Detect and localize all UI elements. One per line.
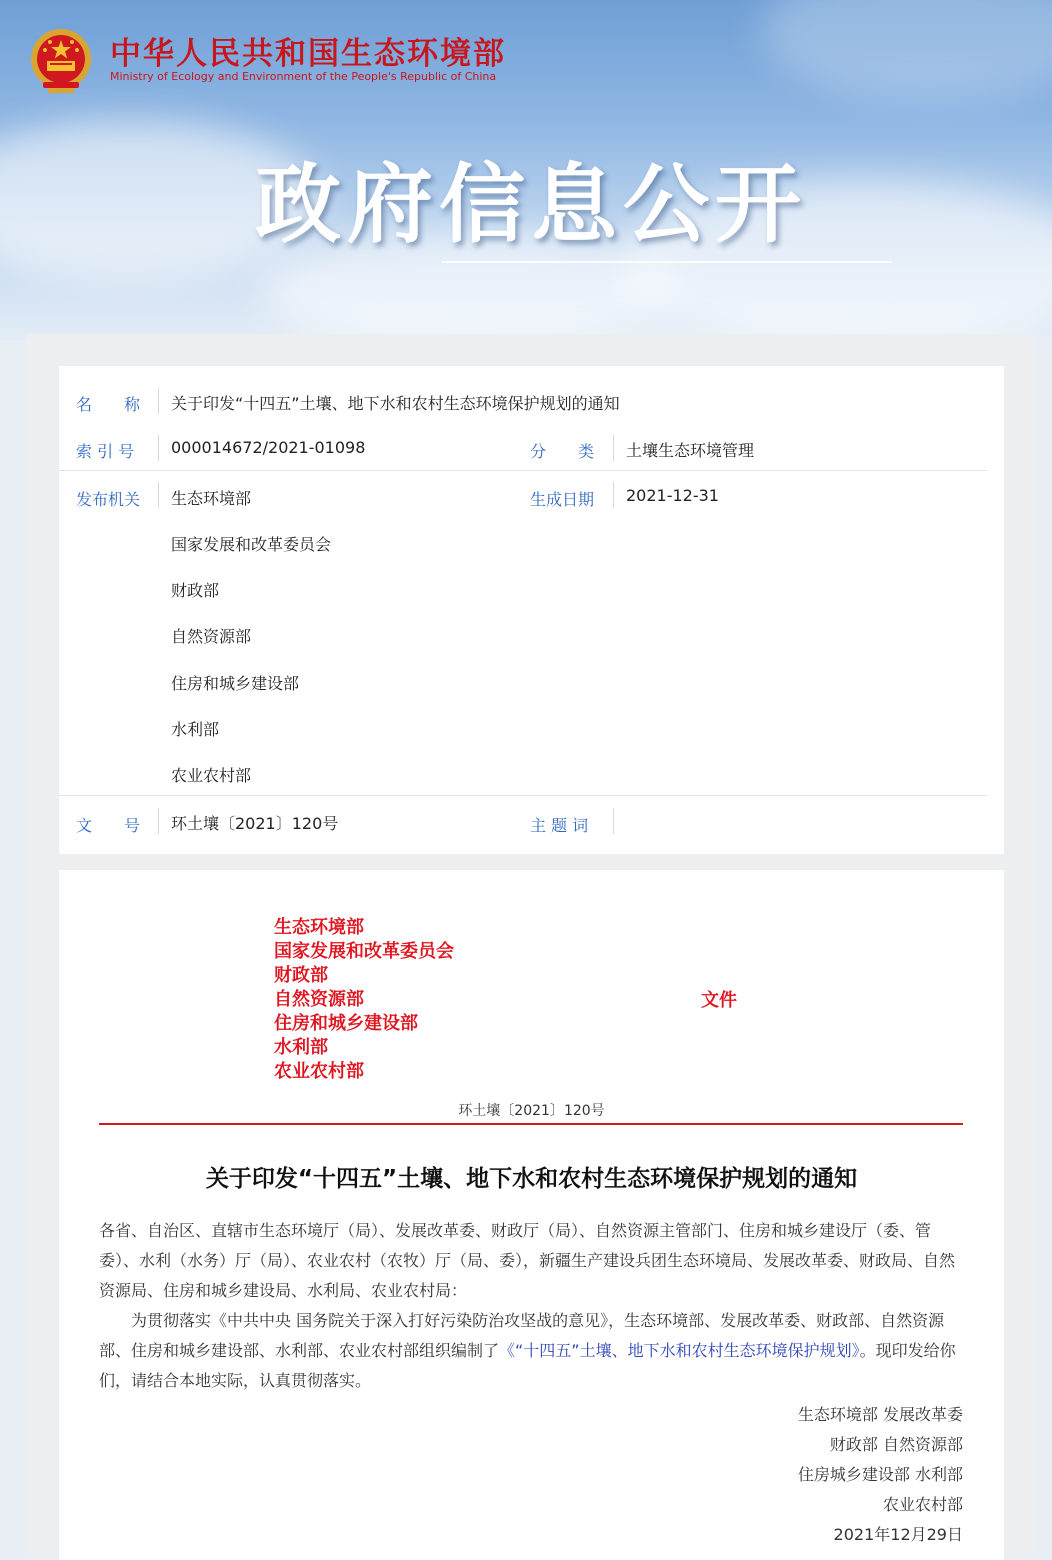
issuer-item: 自然资源部 [171,627,252,646]
name-label: 名 称 [76,395,141,414]
doc-title: 关于印发“十四五”土壤、地下水和农村生态环境保护规划的通知 [205,1166,858,1192]
divider [613,808,614,834]
document-body [59,870,1004,1560]
divider [613,482,614,508]
issuer-label: 发布机关 [76,490,141,509]
divider [158,482,159,508]
signature-line: 住房城乡建设部 水利部 [797,1465,963,1484]
row-divider [59,795,987,796]
paragraph-text: 为贯彻落实《中共中央 国务院关于深入打好污染防治攻坚战的意见》，生态环境部、发展改革委、财政部、自然资源部、住房和城乡建设部、水利部、农业农村部组织编制了 [99,1311,945,1360]
divider [158,388,159,414]
wenjian-mark: 文件 [701,990,737,1011]
addressee: 各省、自治区、直辖市生态环境厅（局）、发展改革委、财政厅（局）、自然资源主管部门、住房和城乡建设厅（委、管委）、水利（水务）厅（局）、农业农村（农牧）厅（局、委），新疆生产建设兵团生态环境局、发展改革委、财政局、自然资源局、住房和城乡建设局、水利局、农业农村局： [99,1221,956,1300]
docno-value: 环土壤〔2021〕120号 [171,814,339,833]
doc-issuer: 水利部 [274,1037,328,1058]
index-label: 索 引 号 [76,442,135,461]
banner-title: 政府信息公开 [255,155,807,255]
issuer-item: 财政部 [171,581,220,600]
signature-line: 财政部 自然资源部 [829,1435,963,1454]
name-value: 关于印发“十四五”土壤、地下水和农村生态环境保护规划的通知 [171,394,620,413]
main-paragraph [99,1306,963,1396]
index-value: 000014672/2021-01098 [171,438,366,457]
divider [613,435,614,461]
issuer-item: 生态环境部 [171,489,252,508]
banner-divider [442,261,892,263]
national-emblem-icon[interactable] [28,26,94,96]
site-name-en[interactable]: Ministry of Ecology and Environment of the People's Republic of China [110,70,497,83]
row-divider [59,470,987,471]
date-label: 生成日期 [530,490,595,509]
category-value: 土壤生态环境管理 [626,441,755,460]
doc-issuer: 财政部 [274,965,328,986]
doc-issuer: 生态环境部 [274,917,364,938]
keywords-label: 主 题 词 [530,816,589,835]
issuer-item: 农业农村部 [171,766,252,785]
doc-issuer: 国家发展和改革委员会 [274,941,454,962]
divider [158,808,159,834]
plan-link[interactable]: 《“十四五”土壤、地下水和农村生态环境保护规划》 [499,1341,860,1360]
doc-issuer: 自然资源部 [274,989,364,1010]
issuer-item: 国家发展和改革委员会 [171,535,332,554]
issuer-item: 住房和城乡建设部 [171,674,300,693]
signature-date: 2021年12月29日 [833,1525,963,1544]
site-name-cn[interactable]: 中华人民共和国生态环境部 [110,36,506,72]
doc-issuer: 农业农村部 [274,1061,364,1082]
signature-line: 农业农村部 [882,1495,963,1514]
docno-label: 文 号 [76,816,141,835]
metadata-panel [59,366,1004,854]
header-banner [0,0,1052,340]
date-value: 2021-12-31 [626,486,719,505]
red-rule [99,1123,963,1125]
divider [158,435,159,461]
doc-number: 环土壤〔2021〕120号 [458,1103,605,1119]
paragraph-text: 。现印发给你们，请结合本地实际，认真贯彻落实。 [99,1341,956,1390]
doc-issuer: 住房和城乡建设部 [274,1013,418,1034]
issuer-item: 水利部 [171,720,220,739]
signature-line: 生态环境部 发展改革委 [797,1405,963,1424]
category-label: 分 类 [530,442,595,461]
